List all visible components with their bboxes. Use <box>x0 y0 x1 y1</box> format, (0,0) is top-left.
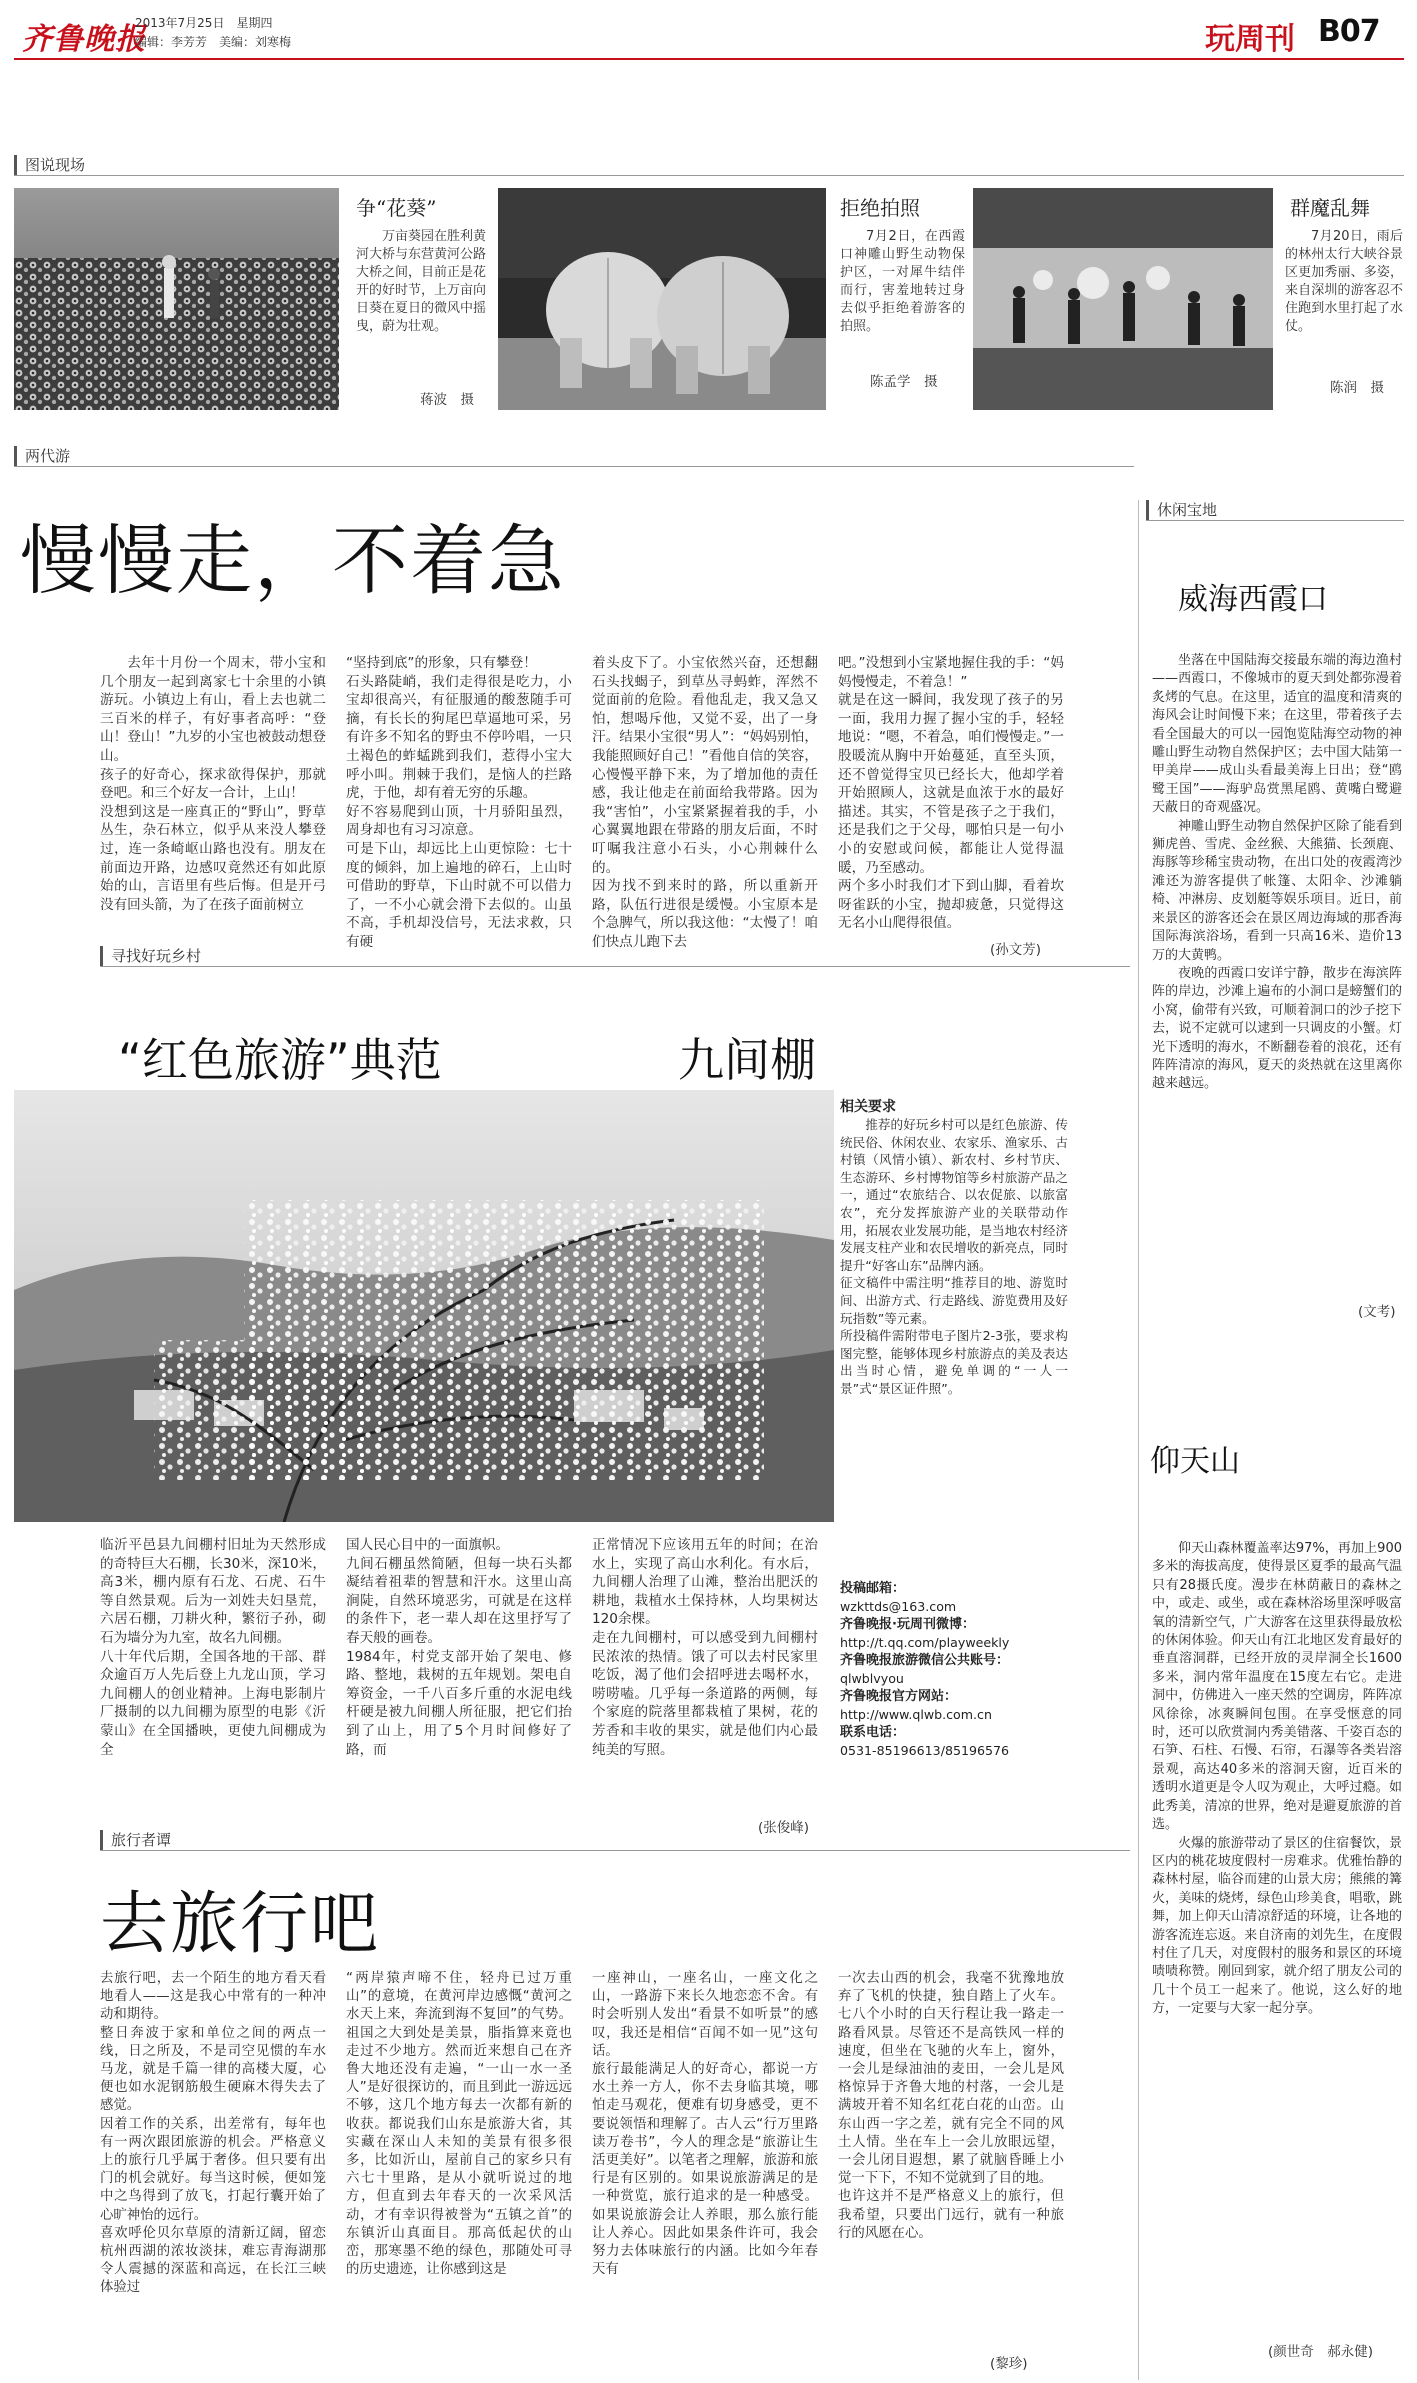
article-signature-travel: (黎珍) <box>990 2356 1028 2372</box>
editor-credits: 编辑：李芳芳 美编：刘寒梅 <box>135 35 292 49</box>
article-title-travel: 去旅行吧 <box>100 1885 381 1964</box>
divider <box>100 966 1130 967</box>
photo-caption-sunflower: 万亩葵园在胜利黄河大桥与东营黄河公路大桥之间，目前正是花开的好时节，上万亩向日葵在夏日的微风中摇曳，蔚为壮观。 <box>356 229 487 334</box>
requirements-heading: 相关要求 <box>840 1099 896 1115</box>
contact-list <box>840 1580 1080 1760</box>
contact-phone-label: 联系电话： <box>840 1725 906 1740</box>
masthead-rule <box>14 58 1404 60</box>
photo-caption-rhino: 7月2日，在西霞口神雕山野生动物保护区，一对犀牛结伴而行，害羞地转过身去似乎拒绝着游客的拍照。 <box>840 229 965 334</box>
paragraph: 夜晚的西霞口安详宁静，散步在海滨阵阵的岸边，沙滩上遍布的小洞口是螃蟹们的小窝，偷带有兴致，可顺着洞口的沙子挖下去，说不定就可以逮到一只调皮的小蟹。灯光下透明的海水，不断翻卷着的浪花，还有阵阵清凉的海风，夏天的炎热就在这里离你越来越远。 <box>1152 965 1402 1092</box>
section-tag-village: 寻找好玩乡村 <box>100 946 201 966</box>
article-col: 一座神山，一座名山，一座文化之山，一路游下来长久地恋恋不舍。有时会听别人发出“看景不如听景”的感叹，我还是相信“百闻不如一见”这句话。 旅行最能满足人的好奇心，都说一方水土养一方人，你不去身临其境，哪怕走马观花，便难有切身感受，更不要说领悟和理解了。古人云“行万里路读万卷书”，今人的理念是“旅游让生活更美好”。以笔者之理解，旅游和旅行是有区别的。如果说旅游满足的是一种赏览，旅行追求的是一种感受。如果说旅游会让人养眼，那么旅行能让人养心。因此如果条件许可，我会努力去体味旅行的内涵。比如今年春天有 <box>592 1971 818 2278</box>
newspaper-logo: 齐鲁晚报 <box>22 22 146 57</box>
article-col: 正常情况下应该用五年的时间；在治水上，实现了高山水利化。有水后，九间棚人治理了山滩，整治出肥沃的耕地，栽植水土保持林，人均果树达120余棵。 走在九间棚村，可以感受到九间棚村民浓浓的热情。饿了可以去村民家里吃饭，渴了他们会招呼进去喝杯水，唠唠嗑。几乎每一条道路的两侧，每个家庭的院落里都栽植了果树，花的芳香和丰收的果实，就是他们内心最纯美的写照。 <box>592 1537 818 1758</box>
photo-credit-water: 陈润 摄 <box>1330 380 1384 396</box>
rhino-photo <box>498 188 826 410</box>
column-divider <box>1138 500 1139 2380</box>
contact-email-label: 投稿邮箱： <box>840 1581 906 1596</box>
photo-credit-rhino: 陈孟学 摄 <box>870 374 938 390</box>
blossom-village-photo <box>14 1090 834 1522</box>
article-col: 吧。”没想到小宝紧地握住我的手：“妈妈慢慢走，不着急！” 就是在这一瞬间，我发现了孩子的另一面，我用力握了握小宝的手，轻轻地说：“嗯，不着急，咱们慢慢走。”一股暖流从胸中开始蔓延，直至头顶，还不曾觉得宝贝已经长大，他却学着开始照顾人，这就是血浓于水的最好描述。其实，不管是孩子之于我们，还是我们之于父母，哪怕只是一句小小的安慰或问候，都能让人觉得温暖，乃至感动。 两个多小时我们才下到山脚，看着坎呀雀跃的小宝，抛却疲惫，只觉得这无名小山爬得很值。 <box>838 655 1064 932</box>
article-col: “两岸猿声啼不住，轻舟已过万重山”的意境，在黄河岸边感慨“黄河之水天上来，奔流到海不复回”的气势。祖国之大到处是美景，脂指算来竟也走过不少地方。然而近来想自己在齐鲁大地还没有走遍，“一山一水一圣人”是好很探访的，而且到此一游远远不够，这几个地方每去一次都有新的收获。都说我们山东是旅游大省，其实藏在深山人未知的美景有很多很多，比如沂山，屋前自己的家乡只有六七十里路，是从小就听说过的地方，但直到去年春天的一次采风活动，才有幸识得被誉为“五镇之首”的东镇沂山真面目。那高低起伏的山峦，那寒墨不绝的绿色，那随处可寻的历史遗迹，让你感到这是 <box>346 1971 572 2278</box>
article-col: 着头皮下了。小宝依然兴奋，还想翻石头找蝎子，到草丛寻蚂蚱，浑然不觉面前的危险。看他乱走，我又急又怕，想喝斥他，又觉不妥，出了一身汗。结果小宝很“男人”：“妈妈别怕，我能照顾好自己！”看他自信的笑容，心慢慢平静下来，为了增加他的责任感，我让他走在前面给我带路。因为我“害怕”，小宝紧紧握着我的手，小心翼翼地跟在带路的朋友后面，不时叮嘱我注意小石头，小心荆棘什么的。 因为找不到来时的路，所以重新开路，队伍行进很是缓慢。小宝原本是个急脾气，所以我这他：“太慢了！咱们快点儿跑下去 <box>592 655 818 950</box>
leisure-title-yangtian: 仰天山 <box>1150 1444 1240 1479</box>
leisure-title-weihai: 威海西霞口 <box>1178 582 1328 617</box>
article-title-red-b: 九间棚 <box>678 1033 816 1087</box>
photo-credit-sunflower: 蒋波 摄 <box>420 392 474 408</box>
leisure-body-weihai <box>1152 652 1402 1094</box>
section-tag-leisure: 休闲宝地 <box>1146 500 1217 520</box>
article-col: 临沂平邑县九间棚村旧址为天然形成的奇特巨大石棚，长30米，深10米，高3米，棚内原有石龙、石虎、石牛等自然景观。后为一刘姓夫妇垦荒，六居石棚，刀耕火种，繁衍子孙，砌石为墙分为九室，故名九间棚。 八十年代后期，全国各地的干部、群众逾百万人先后登上九龙山顶，学习九间棚人的创业精神。上海电影制片厂摄制的以九间棚为原型的电影《沂蒙山》在全国播映，更使九间棚成为全 <box>100 1537 326 1758</box>
article-col: “坚持到底”的形象，只有攀登！ 石头路陡峭，我们走得很是吃力，小宝却很高兴，有征服通的酸葱随手可摘，有长长的狗尾巴草逼地可采，另有许多不知名的野虫不停吟唱，一只土褐色的蚱蜢跳到我们，惹得小宝大呼小叫。荆棘于我们，是恼人的拦路虎，于他，却有着无穷的乐趣。 好不容易爬到山顶，十月骄阳虽烈，周身却也有习习凉意。 可是下山，却远比上山更惊险：七十度的倾斜，加上遍地的碎石，上山时可借助的野草，下山时就不可以借力了，一不小心就会滑下去似的。山虽不高，手机却没信号，无法求救，只有硬 <box>346 655 572 950</box>
page-number: B07 <box>1318 14 1380 49</box>
contact-wechat-value: qlwblvyou <box>840 1671 904 1686</box>
contact-weibo-label: 齐鲁晚报·玩周刊微博： <box>840 1617 975 1632</box>
article-signature-slow: (孙文芳) <box>990 942 1042 958</box>
paragraph: 坐落在中国陆海交接最东端的海边渔村——西霞口，不像城市的夏天到处都弥漫着炙烤的气息。在这里，适宜的温度和清爽的海风会让时间慢下来；在这里，带着孩子去看全国最大的可以一园饱览陆海空动物的神雕山野生动物自然保护区；去中国大陆第一甲美岸——成山头看最美海上日出；登“鸥鹭王国”——海驴岛赏黑尾鸥、黄嘴白鹭避天蔽日的奇观盛况。 <box>1152 653 1402 816</box>
paragraph: 仰天山森林覆盖率达97%，再加上900多米的海拔高度，使得景区夏季的最高气温只有28摄氏度。漫步在林荫蔽日的森林之中，或走、或坐，或在森林浴场里深呼吸富氧的清新空气，广大游客在这里获得最放松的休闲体验。仰天山有江北地区发育最好的垂直溶洞群，已经开放的灵岸洞全长1600多米，洞内常年温度在15度左右它。走进洞中，仿佛进入一座天然的空调房，阵阵凉风徐徐，冰爽瞬间包围。在享受惬意的同时，还可以欣赏洞内秀美错落、千姿百态的石笋、石柱、石慢、石帘，石瀑等各类岩溶景观，高达40多米的溶洞天窗，近百米的透明水道更是令人叹为观止，大呼过瘾。如此秀美，清凉的世界，绝对是避夏旅游的首选。 <box>1152 1541 1402 1833</box>
article-signature-red: (张俊峰) <box>758 1820 810 1836</box>
section-tag-traveler: 旅行者谭 <box>100 1830 171 1850</box>
leisure-signature-weihai: (文考) <box>1358 1304 1396 1320</box>
divider <box>14 466 1134 467</box>
section-tag-two-generations: 两代游 <box>14 446 70 466</box>
photo-title-water: 群魔乱舞 <box>1290 196 1370 220</box>
article-col: 一次去山西的机会，我毫不犹豫地放弃了飞机的快捷，独自踏上了火车。七八个小时的白天行程让我一路走一路看风景。尽管还不是高铁风一样的速度，但坐在飞驰的火车上，窗外，一会儿是绿油油的麦田，一会儿是风格惊异于齐鲁大地的村落，一会儿是满坡开着不知名红花白花的山峦。山东山西一字之差，就有完全不同的风土人情。坐在车上一会儿放眼远望，一会儿闭目遐想，累了就脑昏睡上小觉一下下，不知不觉就到了目的地。 也许这并不是严格意义上的旅行，但我希望，只要出门远行，就有一种旅行的风愿在心。 <box>838 1971 1064 2241</box>
contact-site-value[interactable]: http://www.qlwb.com.cn <box>840 1707 992 1722</box>
article-col: 去年十月份一个周末，带小宝和几个朋友一起到离家七十余里的小镇游玩。小镇边上有山，看上去也就二三百米的样子，有好事者高呼：“登山！登山！”九岁的小宝也被鼓动想登山。 孩子的好奇心，探求欲得保护，那就登吧。和三个好友一合计，上山！ 没想到这是一座真正的“野山”，野草丛生，杂石林立，似乎从来没人攀登过，连一条崎岖山路也没有。朋友在前面边开路，边感叹竟然还有如此原始的山，言语里有些后悔。但是开弓没有回头箭，为了在孩子面前树立 <box>100 655 326 913</box>
divider <box>100 1850 1130 1851</box>
leisure-body-yangtian <box>1152 1540 1402 2019</box>
section-name: 玩周刊 <box>1205 22 1295 57</box>
water-fight-photo <box>973 188 1273 410</box>
contact-email-value[interactable]: wzkttds@163.com <box>840 1599 957 1614</box>
contact-wechat-label: 齐鲁晚报旅游微信公共账号： <box>840 1653 1010 1668</box>
photo-title-sunflower: 争“花葵” <box>356 196 437 220</box>
contact-site-label: 齐鲁晚报官方网站： <box>840 1689 958 1704</box>
article-title-red-a: “红色旅游”典范 <box>118 1033 442 1087</box>
contact-phone-value: 0531-85196613/85196576 <box>840 1743 1010 1758</box>
photo-caption-water: 7月20日，雨后的林州太行大峡谷景区更加秀丽、多姿，来自深圳的游客忍不住跑到水里打起了水仗。 <box>1285 229 1403 334</box>
leisure-signature-yangtian: (颜世奇 郝永健) <box>1268 2344 1374 2360</box>
issue-date: 2013年7月25日 星期四 <box>135 16 273 30</box>
photo-title-rhino: 拒绝拍照 <box>840 196 920 220</box>
paragraph: 神雕山野生动物自然保护区除了能看到狮虎兽、雪虎、金丝猴、大熊猫、长颈鹿、海豚等珍稀宝贵动物，在出口处的夜霞湾沙滩还为游客提供了帐篷、太阳伞、沙滩躺椅、冲淋房、皮划艇等娱乐项目。近日，前来景区的游客还会在景区周边海域的那香海国际海滨浴场，看到一只高16米、造价13万的大黄鸭。 <box>1152 818 1402 963</box>
paragraph: 火爆的旅游带动了景区的住宿餐饮，景区内的桃花坡度假村一房难求。优雅怡静的森林村屋，临谷而建的山景大房；熊熊的篝火，美味的烧烤，绿色山珍美食，唱歌，跳舞，加上仰天山清凉舒适的环境，让各地的游客流连忘返。来自济南的刘先生，在度假村住了几天，对度假村的服务和景区的环境啧啧称赞。刚回到家，就介绍了朋友公司的几十个员工一起来了。他说，这么好的地方，一定要与大家一起分享。 <box>1152 1835 1402 2017</box>
article-col: 国人民心目中的一面旗帜。 九间石棚虽然简陋，但每一块石头都凝结着祖辈的智慧和汗水。这里山高涧陡，自然环境恶劣，可就是在这样的条件下，老一辈人却在这里抒写了春天般的画卷。 1984年，村党支部开始了架电、修路、整地，栽树的五年规划。架电自筹资金，一千八百多斤重的水泥电线杆硬是被九间棚人所征服，把它们抬到了山上，用了5个月时间修好了路，而 <box>346 1537 572 1758</box>
sunflower-field-photo <box>14 188 339 410</box>
divider <box>1146 520 1404 521</box>
article-title-slow: 慢慢走，不着急 <box>20 516 566 605</box>
divider <box>14 175 1404 176</box>
section-tag-photos: 图说现场 <box>14 155 85 175</box>
article-col: 去旅行吧，去一个陌生的地方看天看地看人——这是我心中常有的一种冲动和期待。 整日奔波于家和单位之间的两点一线，日之所及，不是司空见惯的车水马龙，就是千篇一律的高楼大厦，心便也如水泥钢筋般生硬麻木得失去了感觉。 因着工作的关系，出差常有，每年也有一两次跟团旅游的机会。严格意义上的旅行几乎属于奢侈。但只要有出门的机会就好。每当这时候，便如笼中之鸟得到了放飞，打起行囊开始了心旷神怡的远行。 喜欢呼伦贝尔草原的清新辽阔，留恋杭州西湖的浓妆淡抹，难忘青海湖那令人震撼的深蓝和高远，在长江三峡体验过 <box>100 1971 326 2296</box>
contact-weibo-value[interactable]: http://t.qq.com/playweekly <box>840 1635 1010 1650</box>
requirements-body: 推荐的好玩乡村可以是红色旅游、传统民俗、休闲农业、农家乐、渔家乐、古村镇（风情小镇）、新农村、乡村节庆、生态游环、乡村博物馆等乡村旅游产品之一，通过“农旅结合、以农促旅、以旅富农”，充分发挥旅游产业的关联带动作用，拓展农业发展功能，是当地农村经济发展支柱产业和农民增收的新亮点，同时提升“好客山东”品牌内涵。 征文稿件中需注明“推荐目的地、游览时间、出游方式、行走路线、游览费用及好玩指数”等元素。 所投稿件需附带电子图片2-3张，要求构图完整，能够体现乡村旅游点的美及表达出当时心情，避免单调的“一人一景”式“景区证件照”。 <box>840 1117 1068 1396</box>
